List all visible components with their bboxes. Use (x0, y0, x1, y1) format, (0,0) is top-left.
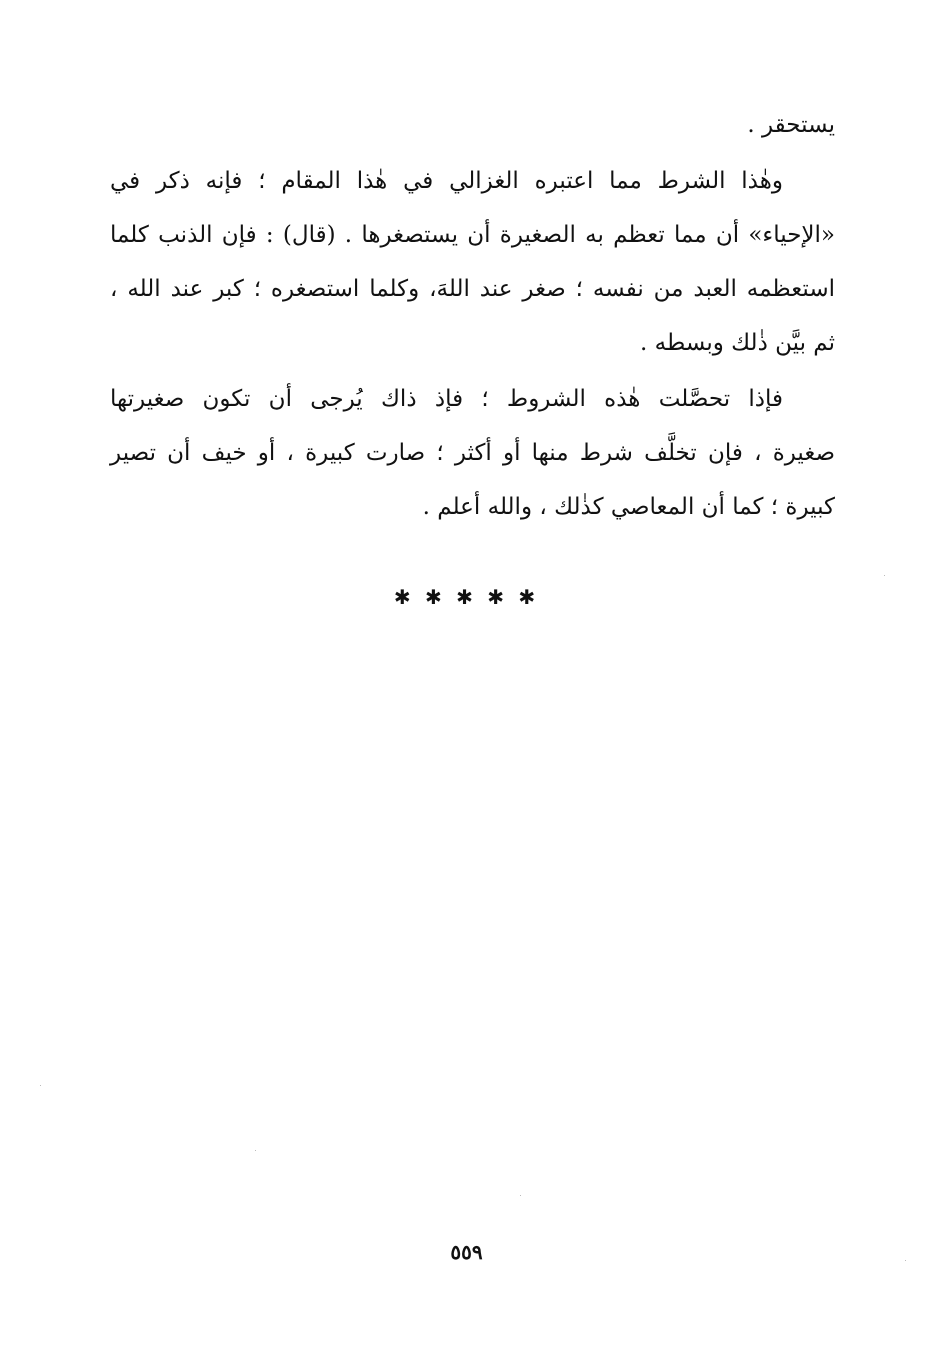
text-line: ثم بيَّن ذٰلك وبسطه . (640, 330, 835, 356)
text-line: صغيرة ، فإن تخلَّف شرط منها أو أكثر ؛ صارت كبيرة ، أو خيف أن تصير (110, 440, 835, 466)
scan-speck (40, 1085, 41, 1086)
paragraph-ghazali (110, 154, 835, 370)
text-line: فإذا تحصَّلت هٰذه الشروط ؛ فإذ ذاك يُرجى أن تكون صغيرتها (110, 386, 783, 412)
scan-speck (520, 1195, 521, 1196)
text-line: وهٰذا الشرط مما اعتبره الغزالي في هٰذا المقام ؛ فإنه ذكر في (110, 168, 783, 194)
section-separator: ✱ ✱ ✱ ✱ ✱ (393, 585, 540, 609)
paragraph-continuation (110, 98, 835, 152)
main-text (110, 98, 835, 536)
text-line: يستحقر . (747, 112, 835, 138)
scan-speck (905, 1260, 906, 1261)
text-line: كبيرة ؛ كما أن المعاصي كذٰلك ، والله أعلم . (422, 494, 835, 520)
text-line: استعظمه العبد من نفسه ؛ صغر عند اللهَ، وكلما استصغره ؛ كبر عند الله ، (110, 276, 835, 302)
scan-speck (884, 575, 885, 576)
scan-speck (255, 1150, 256, 1151)
page-number: ٥٥٩ (450, 1240, 483, 1264)
text-line: «الإحياء» أن مما تعظم به الصغيرة أن يستصغرها . (قال) : فإن الذنب كلما (110, 222, 835, 248)
paragraph-conditions (110, 372, 835, 534)
